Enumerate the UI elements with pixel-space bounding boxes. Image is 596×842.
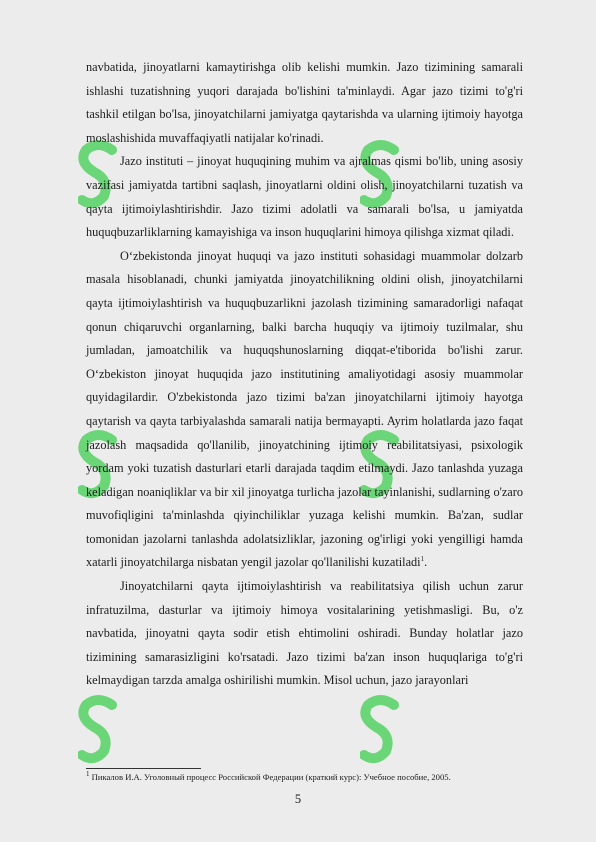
body-text (86, 56, 523, 693)
footnote-mark: 1 (86, 770, 90, 779)
watermark-s-icon (360, 695, 400, 765)
paragraph-text: O‘zbekistonda jinoyat huquqi va jazo instituti sohasidagi muammolar dolzarb masala hisoblanadi, chunki jamiyatda jinoyatchilikning oldini olish, jinoyatchilarni qayta ijtimoiylashtirish va huquqbuzarlikni jazolash tizimining samaradorligi nafaqat qonun chiqaruvchi organlarning, balki barcha huquqiy va ijtimoiy tuzilmalar, shu jumladan, jamoatchilik va huquqshunoslarning diqqat-e'tiborida bo'lishi zarur. O‘zbekiston jinoyat huquqida jazo institutining amaliyotidagi asosiy muammolar quyidagilardir. O'zbekistonda jazo tizimi ba'zan jinoyatchilarni ijtimoiy hayotga qaytarish va qayta tarbiyalashda samarali natija bermayapti. Ayrim holatlarda jazo faqat jazolash maqsadida qo'llanilib, jinoyatchining ijtimoiy reabilitatsiyasi, psixologik yordam yoki tuzatish dasturlari etarli darajada taqdim etilmaydi. Jazo tanlashda yuzaga keladigan noaniqliklar va bir xil jinoyatga turlicha jazolar tayinlanishi, sudlarning o'zaro muvofiqligini ta'minlashda qiyinchiliklar yuzaga kelishi mumkin. Ba'zan, sudlar tomonidan jazolarni tanlashda adolatsizliklar, jazoning og'irligi yoki yengilligi hamda xatarli jinoyatchilarga nisbatan yengil jazolar qo'llanilishi kuzatiladi (86, 248, 523, 570)
paragraph-end-punctuation: . (424, 555, 428, 570)
footnote (86, 772, 523, 783)
paragraph: Jazo instituti – jinoyat huquqining muhim va ajralmas qismi bo'lib, uning asosiy vazifasi jamiyatda tartibni saqlash, jinoyatlarni oldini olish, jinoyatchilarni tuzatish va qayta ijtimoiylashtirishdir. Jazo tizimi adolatli va samarali bo'lsa, u jamiyatda huquqbuzarliklarning kamayishiga va inson huquqlarini himoya qilishga xizmat qiladi. (86, 154, 523, 240)
footnote-text: Пикалов И.А. Уголовный процесс Российской Федерации (краткий курс): Учебное пособие, 2005. (91, 772, 451, 782)
page-number: 5 (294, 792, 302, 806)
footnote-divider (86, 768, 201, 769)
footnote-reference[interactable]: 1 (420, 555, 425, 564)
paragraph: Jinoyatchilarni qayta ijtimoiylashtirish va reabilitatsiya qilish uchun zarur infratuzilma, dasturlar va ijtimoiy himoya vositalarining yetishmasligi. Bu, o'z navbatida, jinoyatni qayta sodir etish ehtimolini oshiradi. Bunday holatlar jazo tizimining samarasizligini ko'rsatadi. Jazo tizimi ba'zan inson huquqlariga to'g'ri kelmaydigan tarzda amalga oshirilishi mumkin. Misol uchun, jazo jarayonlari (86, 579, 523, 688)
paragraph (86, 245, 523, 575)
watermark-s-icon (78, 695, 118, 765)
paragraph: navbatida, jinoyatlarni kamaytirishga olib kelishi mumkin. Jazo tizimining samarali ishlashi tuzatishning yuqori darajada bo'lishini ta'minlaydi. Agar jazo tizimi to'g'ri tashkil etilgan bo'lsa, jinoyatchilarni jamiyatga qaytarishda va ularning ijtimoiy hayotga moslashishida muvaffaqiyatli natijalar ko'rinadi. (86, 60, 523, 145)
